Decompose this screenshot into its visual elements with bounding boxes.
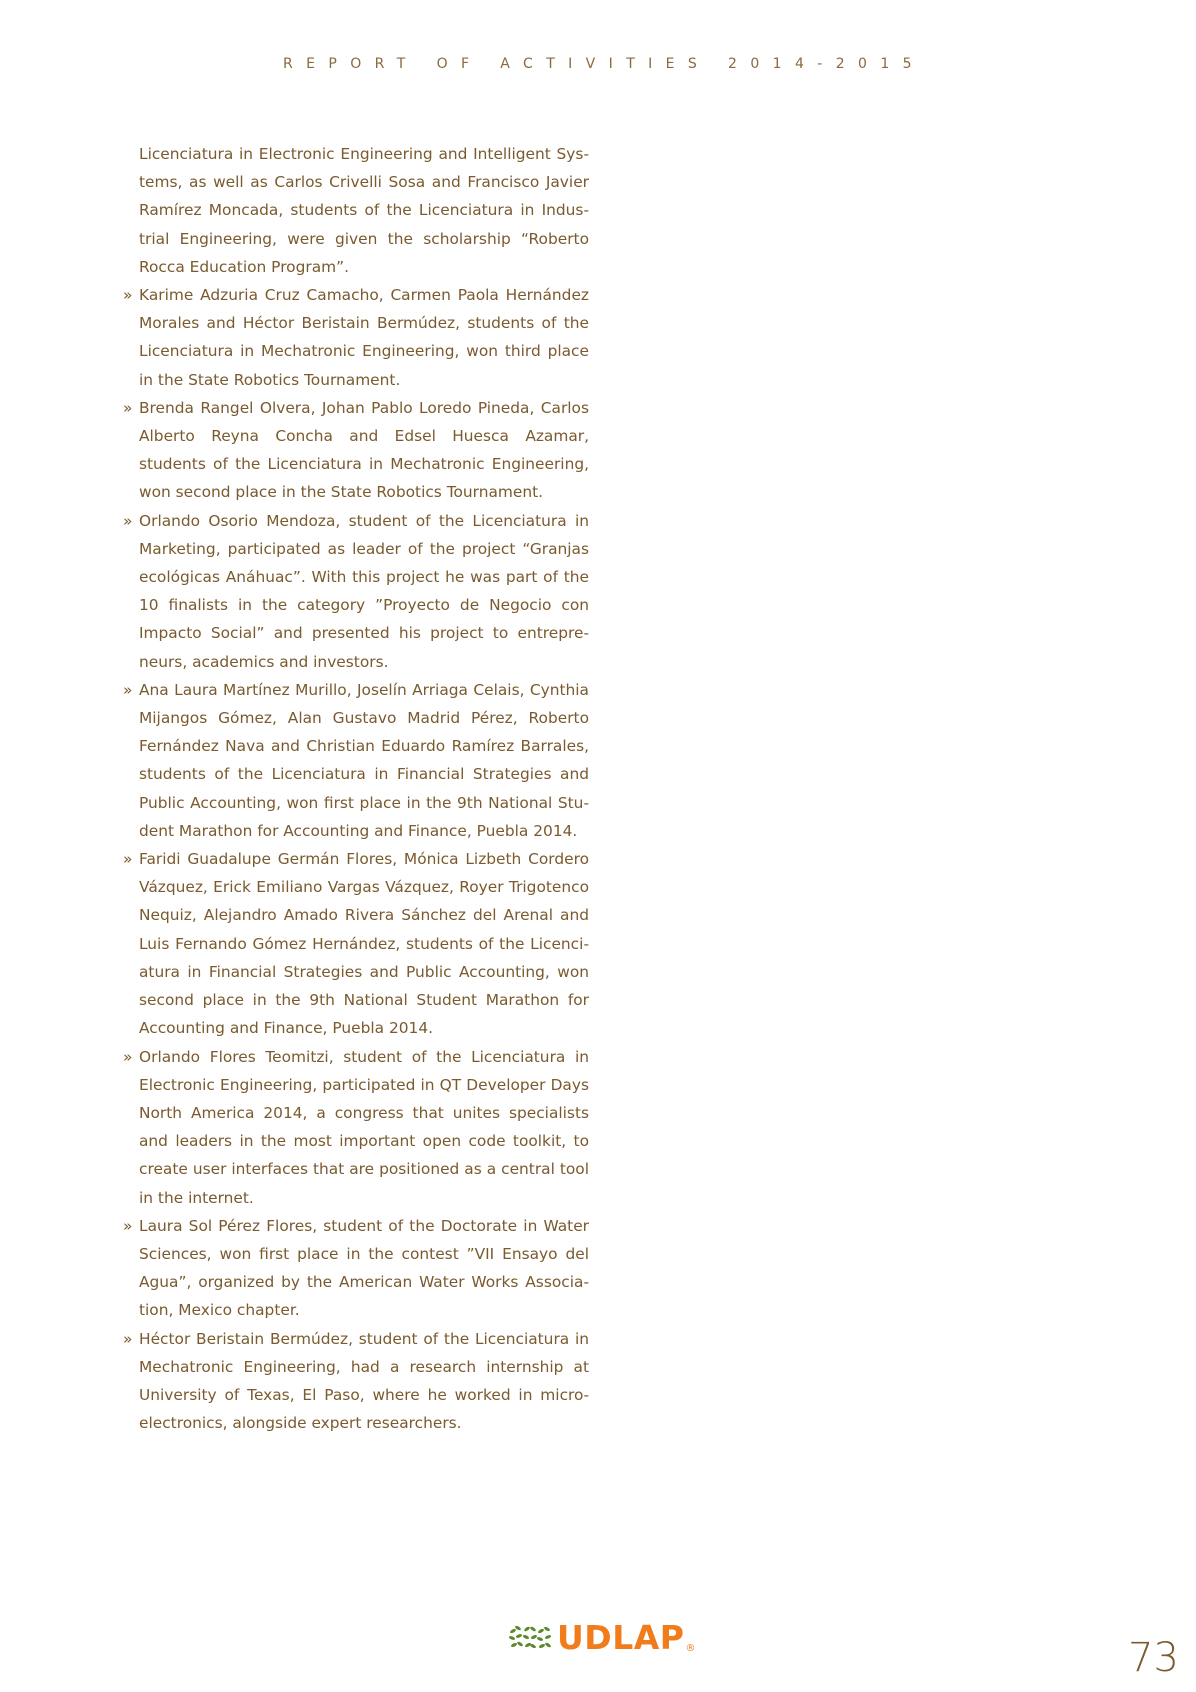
udlap-leaf-mark-icon: [507, 1623, 553, 1653]
bullet-icon: »: [123, 1047, 133, 1066]
main-content: [123, 140, 589, 1437]
list-item: [123, 676, 589, 845]
udlap-logo: [507, 1620, 695, 1656]
list-item: [123, 1212, 589, 1325]
list-item-text: Brenda Rangel Olvera, Johan Pablo Loredo Pineda, Carlos Alberto Reyna Concha and Edsel Huesca Azamar, students of the Licenciatura in Mechatronic Engineering, won second place in the State Robotics Tournament.: [139, 398, 589, 502]
registered-mark: ®: [685, 1643, 696, 1654]
list-item: [123, 845, 589, 1042]
list-item-text: Orlando Flores Teomitzi, student of the Licenciatura in Electronic Engineering, participated in QT Developer Days North America 2014, a congress that unites specialists and leaders in the most important open code toolkit, to create user interfaces that are positioned as a central tool in the internet.: [139, 1047, 589, 1207]
bullet-icon: »: [123, 1216, 133, 1235]
list-item-text: Orlando Osorio Mendoza, student of the Licenciatura in Marketing, participated as leader of the project “Granjas ecológicas Anáhuac”. With this project he was part of the 10 finalists in the category ”Proyecto de Negocio con Impacto Social” and presented his project to entrepreneurs, academics and investors.: [139, 511, 589, 671]
logo-wordmark: UDLAP: [557, 1618, 685, 1657]
running-header: REPORT OF ACTIVITIES 2014-2015: [283, 56, 925, 72]
page-number: 73: [1128, 1635, 1179, 1681]
bullet-icon: »: [123, 1329, 133, 1348]
bullet-icon: »: [123, 286, 133, 305]
bullet-icon: »: [123, 850, 133, 869]
bullet-icon: »: [123, 680, 133, 699]
list-item-text: Laura Sol Pérez Flores, student of the Doctorate in Water Sciences, won first place in the contest ”VII Ensayo del Agua”, organized by the American Water Works Association, Mexico chapter.: [139, 1216, 589, 1320]
list-item-text: Ana Laura Martínez Murillo, Joselín Arriaga Celais, Cynthia Mijangos Gómez, Alan Gustavo Madrid Pérez, Roberto Fernández Nava and Christian Eduardo Ramírez Barrales, students of the Licenciatura in Financial Strategies and Public Accounting, won first place in the 9th National Student Marathon for Accounting and Finance, Puebla 2014.: [139, 680, 589, 840]
list-item: [123, 507, 589, 676]
list-item: [123, 1043, 589, 1212]
list-item-text: Karime Adzuria Cruz Camacho, Carmen Paola Hernández Morales and Héctor Beristain Bermúdez, students of the Licenciatura in Mechatronic Engineering, won third place in the State Robotics Tournament.: [139, 286, 589, 389]
list-item-text: Faridi Guadalupe Germán Flores, Mónica Lizbeth Cordero Vázquez, Erick Emiliano Vargas Vázquez, Royer Trigotenco Nequiz, Alejandro Amado Rivera Sánchez del Arenal and Luis Fernando Gómez Hernández, students of the Licenciatura in Financial Strategies and Public Accounting, won second place in the 9th National Student Marathon for Accounting and Finance, Puebla 2014.: [139, 850, 589, 1038]
intro-paragraph: Licenciatura in Electronic Engineering and Intelligent Systems, as well as Carlos Crivelli Sosa and Francisco Javier Ramírez Moncada, students of the Licenciatura in Industrial Engineering, were given the scholarship “Roberto Rocca Education Program”.: [139, 145, 589, 276]
list-item: [123, 281, 589, 394]
bullet-icon: »: [123, 511, 133, 530]
list-item: [123, 394, 589, 507]
bullet-icon: »: [123, 398, 133, 417]
list-item-text: Héctor Beristain Bermúdez, student of the Licenciatura in Mechatronic Engineering, had a research internship at University of Texas, El Paso, where he worked in microelectronics, alongside expert researchers.: [139, 1329, 589, 1433]
list-item: [123, 1325, 589, 1438]
